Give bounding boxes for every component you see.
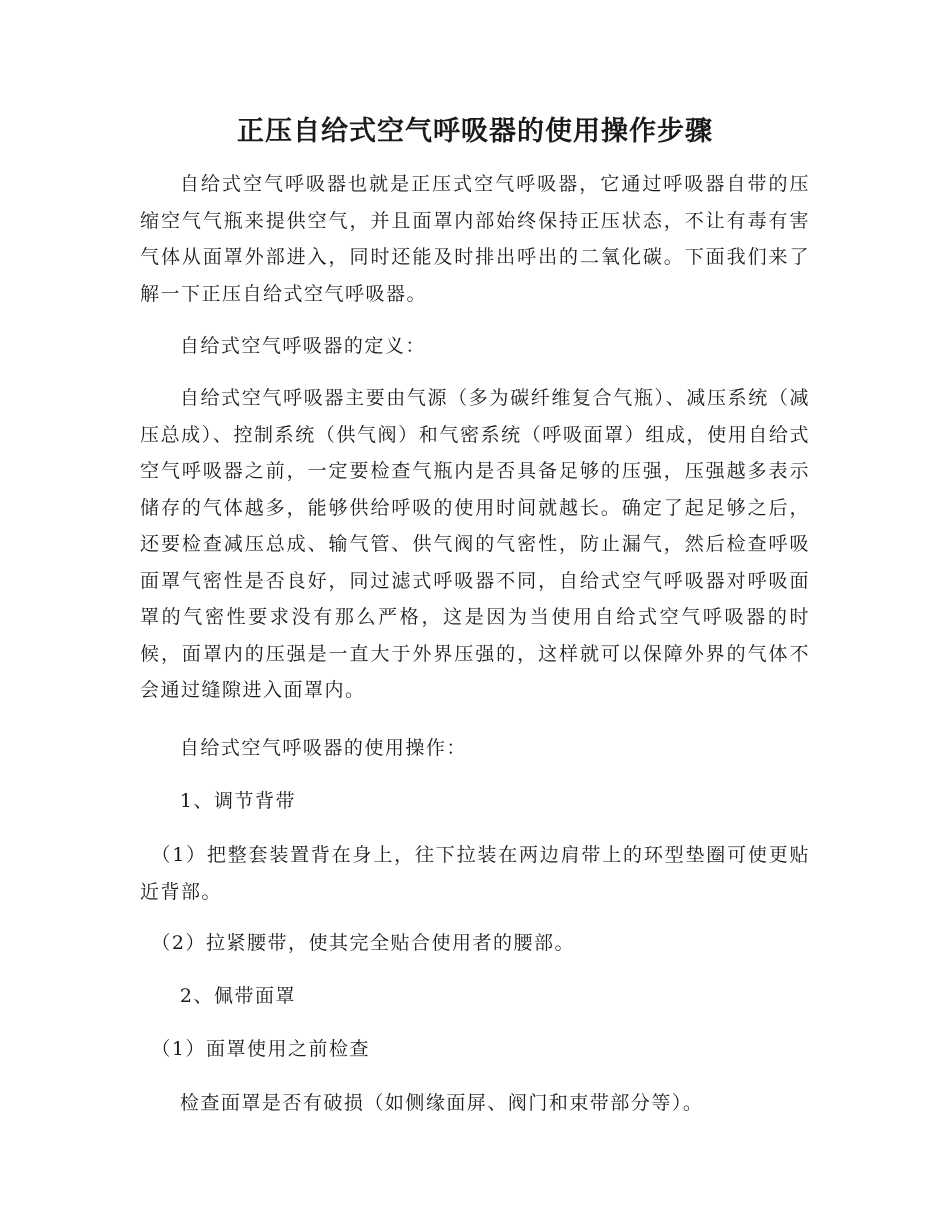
mask-check-paragraph: 检查面罩是否有破损（如侧缘面屏、阀门和束带部分等）。: [179, 1092, 704, 1114]
definition-heading: 自给式空气呼吸器的定义：: [179, 335, 426, 357]
step-1-item-1: （1）把整套装置背在身上，往下拉装在两边肩带上的环型垫圈可使更贴近背部。: [140, 844, 810, 903]
step-2-item-1: （1）面罩使用之前检查: [151, 1038, 370, 1060]
intro-paragraph: 自给式空气呼吸器也就是正压式空气呼吸器，它通过呼吸器自带的压缩空气气瓶来提供空气，并且面罩内部始终保持正压状态，不让有毒有害气体从面罩外部进入，同时还能及时排出呼出的二氧化碳。下面我们来了解一下正压自给式空气呼吸器。: [140, 173, 810, 305]
step-1-heading: 1、调节背带: [179, 790, 296, 812]
usage-heading: 自给式空气呼吸器的使用操作：: [179, 737, 467, 759]
definition-paragraph: 自给式空气呼吸器主要由气源（多为碳纤维复合气瓶）、减压系统（减压总成）、控制系统（供气阀）和气密系统（呼吸面罩）组成，使用自给式空气呼吸器之前，一定要检查气瓶内是否具备足够的压强，压强越多表示储存的气体越多，能够供给呼吸的使用时间就越长。确定了起足够之后，还要检查减压总成、输气管、供气阀的气密性，防止漏气，然后检查呼吸面罩气密性是否良好，同过滤式呼吸器不同，自给式空气呼吸器对呼吸面罩的气密性要求没有那么严格，这是因为当使用自给式空气呼吸器的时候，面罩内的压强是一直大于外界压强的，这样就可以保障外界的气体不会通过缝隙进入面罩内。: [140, 387, 810, 701]
step-1-item-2: （2）拉紧腰带，使其完全贴合使用者的腰部。: [151, 932, 575, 954]
document-title: 正压自给式空气呼吸器的使用操作步骤: [237, 116, 713, 147]
step-2-heading: 2、佩带面罩: [179, 985, 296, 1007]
